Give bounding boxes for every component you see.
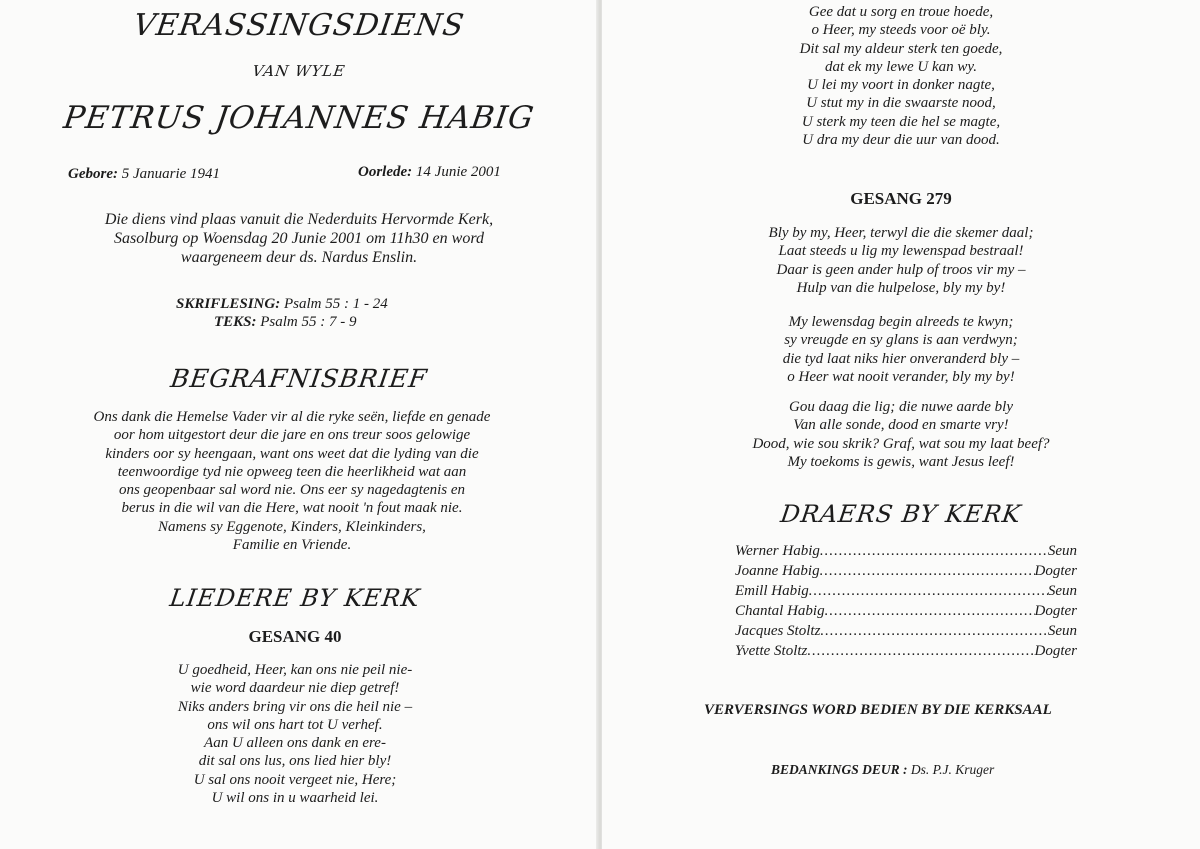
lyric-line: Laat steeds u lig my lewenspad bestraal! bbox=[778, 243, 1024, 260]
bearer-leader-dots bbox=[820, 541, 1048, 561]
bearer-leader-dots bbox=[807, 641, 1034, 661]
deceased-name: PETRUS JOHANNES HABIG bbox=[61, 100, 537, 136]
service-line: Sasolburg op Woensdag 20 Junie 2001 om 11h30 en word bbox=[114, 230, 484, 247]
thanks-label: BEDANKINGS DEUR : bbox=[771, 762, 908, 777]
bearer-row bbox=[735, 581, 1077, 601]
died-value: 14 Junie 2001 bbox=[415, 164, 501, 180]
letter-line: Familie en Vriende. bbox=[232, 537, 352, 554]
bearer-name: Yvette Stoltz bbox=[735, 643, 808, 659]
letter-body bbox=[0, 408, 584, 554]
hymn-2-title: GESANG 279 bbox=[850, 189, 952, 208]
lyric-line: Gou daag die lig; die nuwe aarde bly bbox=[789, 399, 1013, 415]
died-label: Oorlede: bbox=[358, 164, 413, 180]
bearer-role: Dogter bbox=[1034, 563, 1077, 579]
lyric-line: o Heer wat nooit verander, bly my by! bbox=[787, 368, 1015, 385]
right-page bbox=[602, 0, 1200, 849]
lyric-line: sy vreugde en sy glans is aan verdwyn; bbox=[784, 332, 1018, 349]
bearer-row bbox=[735, 621, 1077, 641]
service-line: waargeneem deur ds. Nardus Enslin. bbox=[180, 249, 418, 266]
letter-line: Ons dank die Hemelse Vader vir al die ryke seën, liefde en genade bbox=[93, 409, 491, 425]
songs-heading: LIEDERE BY KERK bbox=[168, 584, 422, 612]
reading-row bbox=[176, 296, 388, 313]
lyric-line: U dra my deur die uur van dood. bbox=[802, 132, 1000, 149]
bearer-role: Dogter bbox=[1034, 603, 1077, 619]
bearer-role: Seun bbox=[1047, 623, 1077, 639]
left-page bbox=[0, 0, 598, 849]
lyric-line: dit sal ons lus, ons lied hier bly! bbox=[198, 753, 392, 770]
lyric-line: Aan U alleen ons dank en ere- bbox=[204, 735, 386, 752]
lyric-line: Dood, wie sou skrik? Graf, wat sou my laat beef? bbox=[752, 435, 1050, 452]
hymn-1-title: GESANG 40 bbox=[248, 627, 342, 646]
lyric-line: Gee dat u sorg en troue hoede, bbox=[808, 4, 994, 20]
letter-heading: BEGRAFNISBRIEF bbox=[168, 364, 430, 393]
bearer-leader-dots bbox=[825, 601, 1035, 621]
text-label: TEKS: bbox=[214, 314, 257, 330]
bearers-heading: DRAERS BY KERK bbox=[778, 500, 1024, 528]
lyric-line: U stut my in die swaarste nood, bbox=[806, 95, 996, 112]
bearer-row bbox=[735, 561, 1077, 581]
text-value: Psalm 55 : 7 - 9 bbox=[260, 314, 357, 330]
lyric-line: Daar is geen ander hulp of troos vir my – bbox=[776, 261, 1026, 278]
lyric-line: ons wil ons hart tot U verhef. bbox=[207, 716, 383, 733]
hymn-2-stanza-3 bbox=[602, 398, 1200, 471]
letter-line: kinders oor sy heengaan, want ons weet dat die lyding van die bbox=[105, 445, 479, 462]
reading-value: Psalm 55 : 1 - 24 bbox=[283, 296, 388, 312]
bearer-row bbox=[735, 601, 1077, 621]
reading-label: SKRIFLESING: bbox=[176, 296, 281, 312]
lyric-line: Dit sal my aldeur sterk ten goede, bbox=[799, 40, 1003, 57]
lyric-line: U sal ons nooit vergeet nie, Here; bbox=[193, 771, 397, 788]
hymn-2-stanza-2 bbox=[602, 313, 1200, 386]
death-date bbox=[358, 164, 501, 181]
bearer-leader-dots bbox=[820, 561, 1035, 581]
bearer-name: Joanne Habig bbox=[735, 563, 820, 579]
bearer-leader-dots bbox=[820, 621, 1047, 641]
thanks-row bbox=[771, 762, 994, 778]
bearer-row bbox=[735, 641, 1077, 661]
bearer-role: Seun bbox=[1047, 583, 1077, 599]
hymn-1-lyrics bbox=[0, 661, 590, 807]
letter-line: berus in die wil van die Here, wat nooit 'n fout maak nie. bbox=[121, 500, 463, 517]
bearer-name: Jacques Stoltz bbox=[735, 623, 821, 639]
lyric-line: U sterk my teen die hel se magte, bbox=[801, 113, 1001, 130]
letter-line: Namens sy Eggenote, Kinders, Kleinkinders, bbox=[158, 518, 426, 535]
birth-date bbox=[68, 166, 220, 183]
lyric-line: wie word daardeur nie diep getref! bbox=[190, 680, 400, 697]
bearer-role: Seun bbox=[1047, 543, 1077, 559]
service-title: VERASSINGSDIENS bbox=[131, 8, 467, 43]
service-subtitle: VAN WYLE bbox=[251, 62, 347, 80]
lyric-line: U lei my voort in donker nagte, bbox=[807, 77, 995, 94]
refreshments-notice: VERVERSINGS WORD BEDIEN BY DIE KERKSAAL bbox=[704, 702, 1052, 718]
lyric-line: U goedheid, Heer, kan ons nie peil nie- bbox=[177, 662, 413, 678]
lyric-line: die tyd laat niks hier onveranderd bly – bbox=[782, 350, 1020, 367]
lyric-line: Bly by my, Heer, terwyl die die skemer daal; bbox=[768, 225, 1034, 241]
letter-line: oor hom uitgestort deur die jare en ons treur soos gelowige bbox=[113, 427, 471, 444]
bearer-name: Werner Habig bbox=[735, 543, 820, 559]
service-line: Die diens vind plaas vanuit die Nederduits Hervormde Kerk, bbox=[104, 211, 494, 228]
bearer-row bbox=[735, 541, 1077, 561]
bearers-list bbox=[735, 541, 1077, 661]
lyric-line: My lewensdag begin alreeds te kwyn; bbox=[788, 314, 1014, 330]
thanks-value: Ds. P.J. Kruger bbox=[910, 762, 995, 777]
born-value: 5 Januarie 1941 bbox=[121, 166, 221, 182]
letter-line: ons geopenbaar sal word nie. Ons eer sy nagedagtenis en bbox=[118, 482, 466, 499]
lyric-line: dat ek my lewe U kan wy. bbox=[824, 58, 978, 75]
letter-line: teenwoordige tyd nie opweeg teen die heerlikheid wat aan bbox=[117, 463, 467, 480]
bearer-role: Dogter bbox=[1034, 643, 1077, 659]
lyric-line: Hulp van die hulpelose, bly my by! bbox=[796, 279, 1006, 296]
lyric-line: Van alle sonde, dood en smarte vry! bbox=[793, 417, 1009, 434]
lyric-line: U wil ons in u waarheid lei. bbox=[211, 790, 379, 807]
bearer-leader-dots bbox=[809, 581, 1048, 601]
lyric-line: Niks anders bring vir ons die heil nie – bbox=[177, 698, 413, 715]
hymn-1-continued bbox=[602, 3, 1200, 149]
bearer-name: Emill Habig bbox=[735, 583, 809, 599]
text-row bbox=[214, 314, 357, 331]
service-details bbox=[0, 210, 598, 267]
lyric-line: o Heer, my steeds voor oë bly. bbox=[811, 22, 991, 39]
hymn-2-stanza-1 bbox=[602, 224, 1200, 297]
lyric-line: My toekoms is gewis, want Jesus leef! bbox=[787, 453, 1015, 470]
bearer-name: Chantal Habig bbox=[735, 603, 825, 619]
born-label: Gebore: bbox=[68, 166, 118, 182]
